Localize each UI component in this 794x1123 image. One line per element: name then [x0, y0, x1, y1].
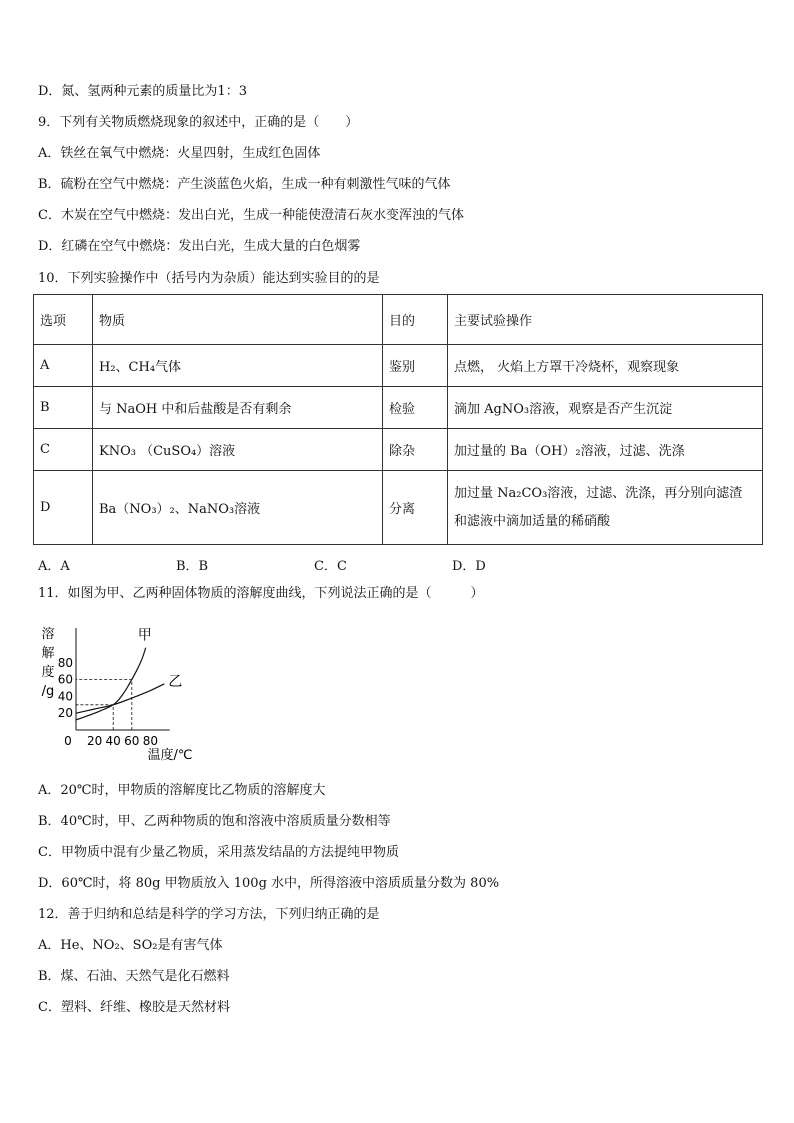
table-cell: 滴加 AgNO₃溶液，观察是否产生沉淀: [448, 387, 763, 429]
q10-stem: 10．下列实验操作中（括号内为杂质）能达到实验目的的是: [38, 271, 380, 286]
table-cell: B: [34, 387, 93, 429]
q12-option-a: A．He、NO₂、SO₂是有害气体: [38, 938, 223, 953]
q10-choice-b: B．B: [176, 559, 209, 574]
table-cell: 分离: [383, 471, 448, 545]
table-row: [34, 387, 763, 429]
header-cell: 物质: [93, 295, 383, 345]
y-axis-label: 解: [41, 646, 55, 661]
q9-option-b: B．硫粉在空气中燃烧：产生淡蓝色火焰，生成一种有刺激性气味的气体: [38, 177, 451, 192]
table-cell: Ba（NO₃）₂、NaNO₃溶液: [93, 471, 383, 545]
table-cell-line: 加过量 Na₂CO₃溶液，过滤、洗涤，再分别向滤渣: [454, 485, 743, 501]
table-cell: C: [34, 429, 93, 471]
q11-stem: 11．如图为甲、乙两种固体物质的溶解度曲线，下列说法正确的是（ ）: [38, 586, 484, 601]
x-tick-label: 0: [64, 734, 72, 748]
table-cell: 检验: [383, 387, 448, 429]
q10-choice-c: C．C: [314, 559, 347, 574]
series-label: 乙: [168, 673, 183, 690]
x-tick-label: 80: [142, 734, 159, 748]
table-cell: KNO₃ （CuSO₄）溶液: [93, 429, 383, 471]
q10-choice-d: D．D: [452, 559, 486, 574]
q12-option-b: B．煤、石油、天然气是化石燃料: [38, 969, 230, 984]
q11-option-b: B．40℃时，甲、乙两种物质的饱和溶液中溶质质量分数相等: [38, 814, 391, 829]
q11-option-d: D．60℃时，将 80g 甲物质放入 100g 水中，所得溶液中溶质质量分数为 80%: [38, 876, 500, 891]
q11-option-a: A．20℃时，甲物质的溶解度比乙物质的溶解度大: [38, 783, 326, 798]
x-tick-label: 60: [124, 734, 140, 748]
q12-stem: 12．善于归纳和总结是科学的学习方法，下列归纳正确的是: [38, 907, 380, 922]
x-tick-label: 20: [86, 734, 103, 748]
q9-option-d: D．红磷在空气中燃烧：发出白光，生成大量的白色烟雾: [38, 239, 361, 254]
table-cell-line: 和滤液中滴加适量的稀硝酸: [454, 513, 611, 529]
solubility-chart: [30, 620, 210, 765]
table-header-row: [34, 295, 763, 345]
table-cell: 加过量的 Ba（OH）₂溶液，过滤、洗涤: [448, 429, 763, 471]
table-cell: H₂、CH₄气体: [93, 345, 383, 387]
x-tick-label: 40: [105, 734, 121, 748]
y-tick-label: 40: [57, 689, 73, 704]
table-row: [34, 345, 763, 387]
table-row: [34, 429, 763, 471]
dashed-guide-line: [76, 680, 132, 730]
y-tick-label: 80: [57, 655, 73, 670]
y-axis-label: 溶: [41, 627, 55, 642]
table-cell: [448, 471, 763, 545]
series-line-1: [76, 648, 146, 720]
y-axis-label: /g: [41, 684, 55, 699]
header-cell: 选项: [34, 295, 93, 345]
q9-option-c: C．木炭在空气中燃烧：发出白光，生成一种能使澄清石灰水变浑浊的气体: [38, 208, 464, 223]
table-cell: A: [34, 345, 93, 387]
table-cell: 鉴别: [383, 345, 448, 387]
q8-option-d: D．氮、氢两种元素的质量比为1：3: [38, 84, 247, 99]
table-cell: 除杂: [383, 429, 448, 471]
q11-option-c: C．甲物质中混有少量乙物质，采用蒸发结晶的方法提纯甲物质: [38, 845, 399, 860]
table-cell: D: [34, 471, 93, 545]
y-axis-label: 度: [41, 665, 55, 680]
table-cell: 与 NaOH 中和后盐酸是否有剩余: [93, 387, 383, 429]
header-cell: 主要试验操作: [448, 295, 763, 345]
experiment-table: [33, 294, 763, 545]
q9-stem: 9．下列有关物质燃烧现象的叙述中，正确的是（ ）: [38, 115, 359, 130]
y-tick-label: 60: [57, 672, 73, 687]
table-cell: 点燃， 火焰上方罩干冷烧杯，观察现象: [448, 345, 763, 387]
q9-option-a: A．铁丝在氧气中燃烧：火星四射，生成红色固体: [38, 146, 321, 161]
q12-option-c: C．塑料、纤维、橡胶是天然材料: [38, 1000, 230, 1015]
table-row: [34, 471, 763, 545]
series-label: 甲: [137, 627, 152, 644]
q10-choice-a: A．A: [38, 559, 70, 574]
header-cell: 目的: [383, 295, 448, 345]
x-axis-label: 温度/℃: [147, 748, 193, 763]
y-tick-label: 20: [57, 706, 73, 721]
